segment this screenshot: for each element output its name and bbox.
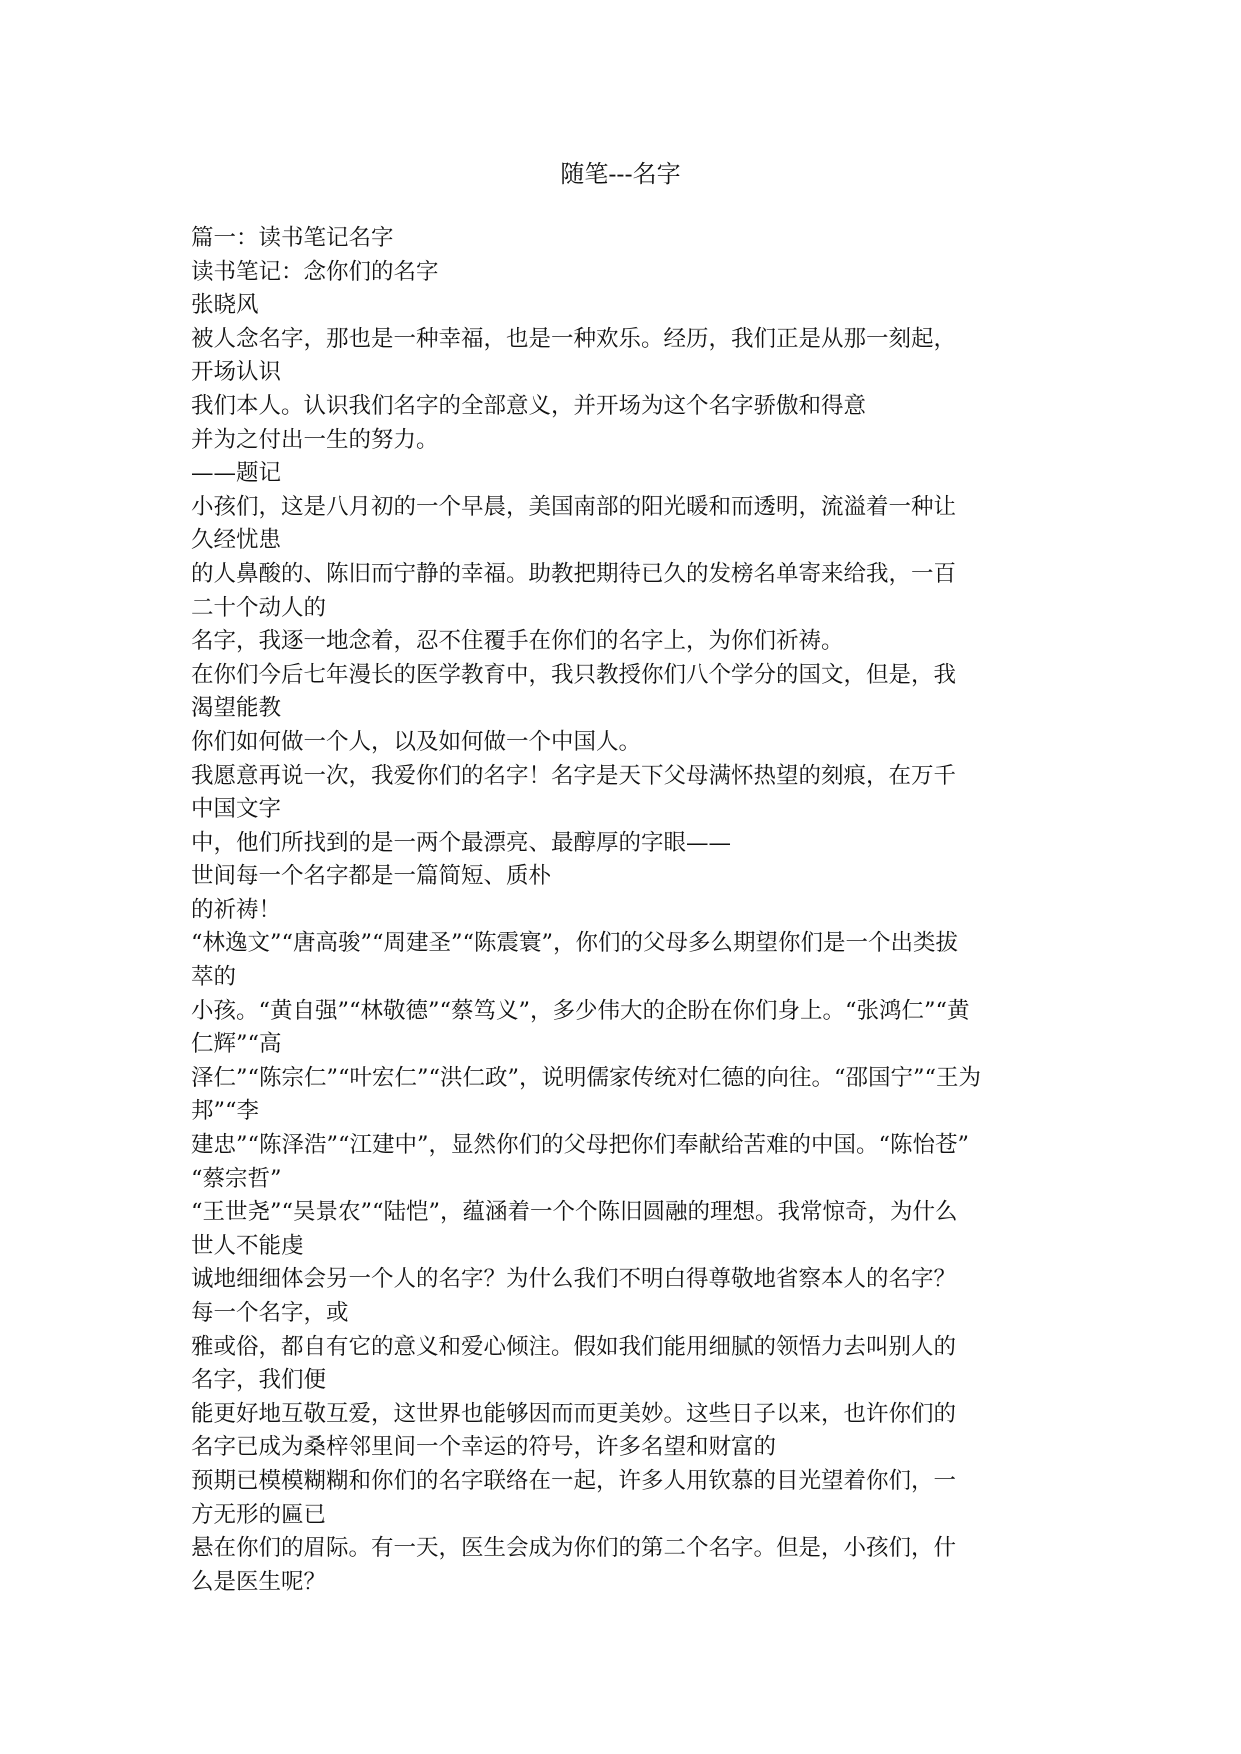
text-line: 篇一：读书笔记名字: [191, 225, 394, 251]
text-line: 渴望能教: [191, 695, 282, 722]
text-line: “蔡宗哲”: [191, 1165, 282, 1192]
text-line: 名字已成为桑梓邻里间一个幸运的符号，许多名望和财富的: [191, 1434, 777, 1461]
text-line: ——题记: [191, 460, 282, 487]
text-line: 中国文字: [191, 796, 282, 823]
text-line: 你们如何做一个人，以及如何做一个中国人。: [191, 728, 642, 755]
text-line: 读书笔记：念你们的名字: [191, 258, 439, 285]
text-line: 我愿意再说一次，我爱你们的名字！名字是天下父母满怀热望的刻痕，在万千: [191, 762, 957, 789]
text-line: 名字，我逐一地念着，忍不住覆手在你们的名字上，为你们祈祷。: [191, 628, 844, 655]
text-line: 久经忧患: [191, 527, 282, 554]
text-line: 诚地细细体会另一个人的名字？为什么我们不明白得尊敬地省察本人的名字？: [191, 1266, 957, 1293]
text-line: 小孩。“黄自强”“林敬德”“蔡笃义”，多少伟大的企盼在你们身上。“张鸿仁”“黄: [191, 997, 970, 1024]
text-line: 开场认识: [191, 359, 282, 386]
text-line: 能更好地互敬互爱，这世界也能够因而而更美妙。这些日子以来，也许你们的: [191, 1400, 957, 1427]
text-line: 的人鼻酸的、陈旧而宁静的幸福。助教把期待已久的发榜名单寄来给我，一百: [191, 560, 957, 587]
document-body: [191, 222, 1051, 1599]
text-line: 悬在你们的眉际。有一天，医生会成为你们的第二个名字。但是，小孩们，什: [191, 1535, 957, 1562]
text-line: 预期已模模糊糊和你们的名字联络在一起，许多人用钦慕的目光望着你们，一: [191, 1467, 957, 1494]
text-line: 建忠”“陈泽浩”“江建中”，显然你们的父母把你们奉献给苦难的中国。“陈怡苍”: [191, 1132, 970, 1159]
text-line: 并为之付出一生的努力。: [191, 426, 439, 453]
text-line: “林逸文”“唐高骏”“周建圣”“陈震寰”，你们的父母多么期望你们是一个出类拔: [191, 930, 959, 957]
text-line: 雅或俗，都自有它的意义和爱心倾注。假如我们能用细腻的领悟力去叫别人的: [191, 1333, 957, 1360]
text-line: 方无形的匾已: [191, 1501, 327, 1528]
text-line: 被人念名字，那也是一种幸福，也是一种欢乐。经历，我们正是从那一刻起，: [191, 325, 957, 352]
text-line: 世人不能虔: [191, 1232, 304, 1259]
document-title: 随笔---名字: [560, 160, 681, 188]
text-line: 中，他们所找到的是一两个最漂亮、最醇厚的字眼——: [191, 829, 732, 856]
text-line: 每一个名字，或: [191, 1300, 349, 1326]
text-line: 萃的: [191, 964, 237, 991]
text-line: 二十个动人的: [191, 594, 327, 621]
text-line: 么是医生呢？: [191, 1568, 327, 1595]
text-line: 张晓风: [191, 292, 259, 319]
text-line: 仁辉”“高: [191, 1031, 282, 1058]
text-line: 名字，我们便: [191, 1367, 327, 1394]
text-line: 我们本人。认识我们名字的全部意义，并开场为这个名字骄傲和得意: [191, 392, 867, 419]
text-line: 泽仁”“陈宗仁”“叶宏仁”“洪仁政”，说明儒家传统对仁德的向往。“邵国宁”“王为: [191, 1064, 982, 1091]
text-line: 小孩们，这是八月初的一个早晨，美国南部的阳光暖和而透明，流溢着一种让: [191, 493, 957, 520]
text-line: “王世尧”“吴景农”“陆恺”，蕴涵着一个个陈旧圆融的理想。我常惊奇，为什么: [191, 1199, 958, 1226]
text-line: 世间每一个名字都是一篇简短、质朴: [191, 863, 552, 890]
text-line: 的祈祷！: [191, 896, 282, 923]
text-line: 邦”“李: [191, 1098, 260, 1125]
text-line: 在你们今后七年漫长的医学教育中，我只教授你们八个学分的国文，但是，我: [191, 661, 957, 688]
